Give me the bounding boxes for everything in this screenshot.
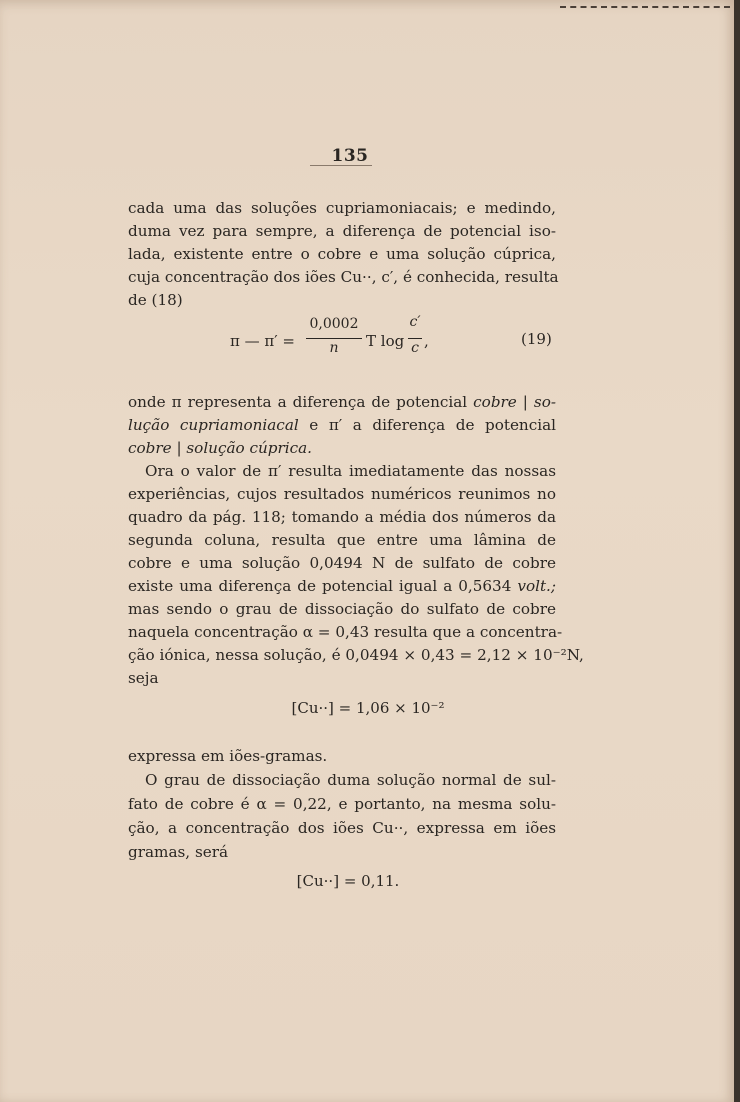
text-run: e π′ a diferença de potencial: [298, 416, 556, 434]
text-italic: volt.;: [517, 577, 556, 595]
text-line: [128, 415, 556, 435]
text-line: ção iónica, nessa solução, é 0,0494 × 0,43 = 2,12 × 10⁻²N,: [128, 646, 584, 664]
equation-log-denominator: c: [411, 340, 419, 356]
text-italic: cobre | solução cúprica.: [128, 439, 313, 457]
page-edge-shadow: [734, 0, 740, 1102]
text-line: seja: [128, 669, 159, 687]
text-run: existe uma diferença de potencial igual a 0,5634: [128, 577, 518, 595]
equation-number: (19): [521, 330, 552, 348]
page-number-rule: [310, 165, 372, 166]
equation-numerator: 0,0002: [309, 316, 359, 332]
text-line: gramas, será: [128, 843, 229, 861]
page-number: 135: [331, 146, 369, 166]
text-line: duma vez para sempre, a diferença de potencial iso-: [128, 222, 556, 240]
text-line: mas sendo o grau de dissociação do sulfato de cobre: [128, 600, 556, 618]
equation-comma: ,: [424, 332, 429, 350]
fraction-bar: [306, 338, 362, 339]
text-line: cobre e uma solução 0,0494 N de sulfato de cobre: [128, 554, 556, 572]
equation-log: T log: [366, 332, 405, 350]
text-line: [128, 576, 556, 596]
text-line: expressa em iões-gramas.: [128, 747, 328, 765]
text-line: cuja concentração dos iões Cu··, c′, é conhecida, resulta: [128, 268, 559, 286]
text-line: naquela concentração α = 0,43 resulta que a concentra-: [128, 623, 563, 641]
text-line: Ora o valor de π′ resulta imediatamente das nossas: [145, 462, 556, 480]
text-line: de (18): [128, 291, 183, 309]
text-line: fato de cobre é α = 0,22, e portanto, na mesma solu-: [128, 795, 556, 813]
text-line: [128, 392, 556, 412]
text-line: O grau de dissociação duma solução normal de sul-: [145, 771, 556, 789]
text-italic: cobre | so-: [473, 393, 556, 411]
page-edge-mark: [560, 6, 730, 8]
text-line: ção, a concentração dos iões Cu··, expressa em iões: [128, 819, 556, 837]
text-italic: lução cupriamoniacal: [128, 416, 299, 434]
text-line: segunda coluna, resulta que entre uma lâmina de: [128, 531, 556, 549]
equation-denominator: n: [329, 340, 339, 356]
text-line: lada, existente entre o cobre e uma solução cúprica,: [128, 245, 556, 263]
text-run: onde π representa a diferença de potencial: [128, 393, 474, 411]
equation-cu-concentration: [Cu··] = 1,06 × 10⁻²: [291, 699, 445, 717]
fraction-bar: [408, 338, 422, 339]
text-line: [128, 438, 556, 458]
equation-cu-normal: [Cu··] = 0,11.: [296, 872, 400, 890]
text-line: quadro da pág. 118; tomando a média dos números da: [128, 508, 556, 526]
text-line: cada uma das soluções cupriamoniacais; e medindo,: [128, 199, 556, 217]
text-line: experiências, cujos resultados numéricos reunimos no: [128, 485, 556, 503]
equation-log-numerator: c′: [409, 314, 421, 330]
equation-lhs: π — π′ =: [230, 332, 295, 350]
